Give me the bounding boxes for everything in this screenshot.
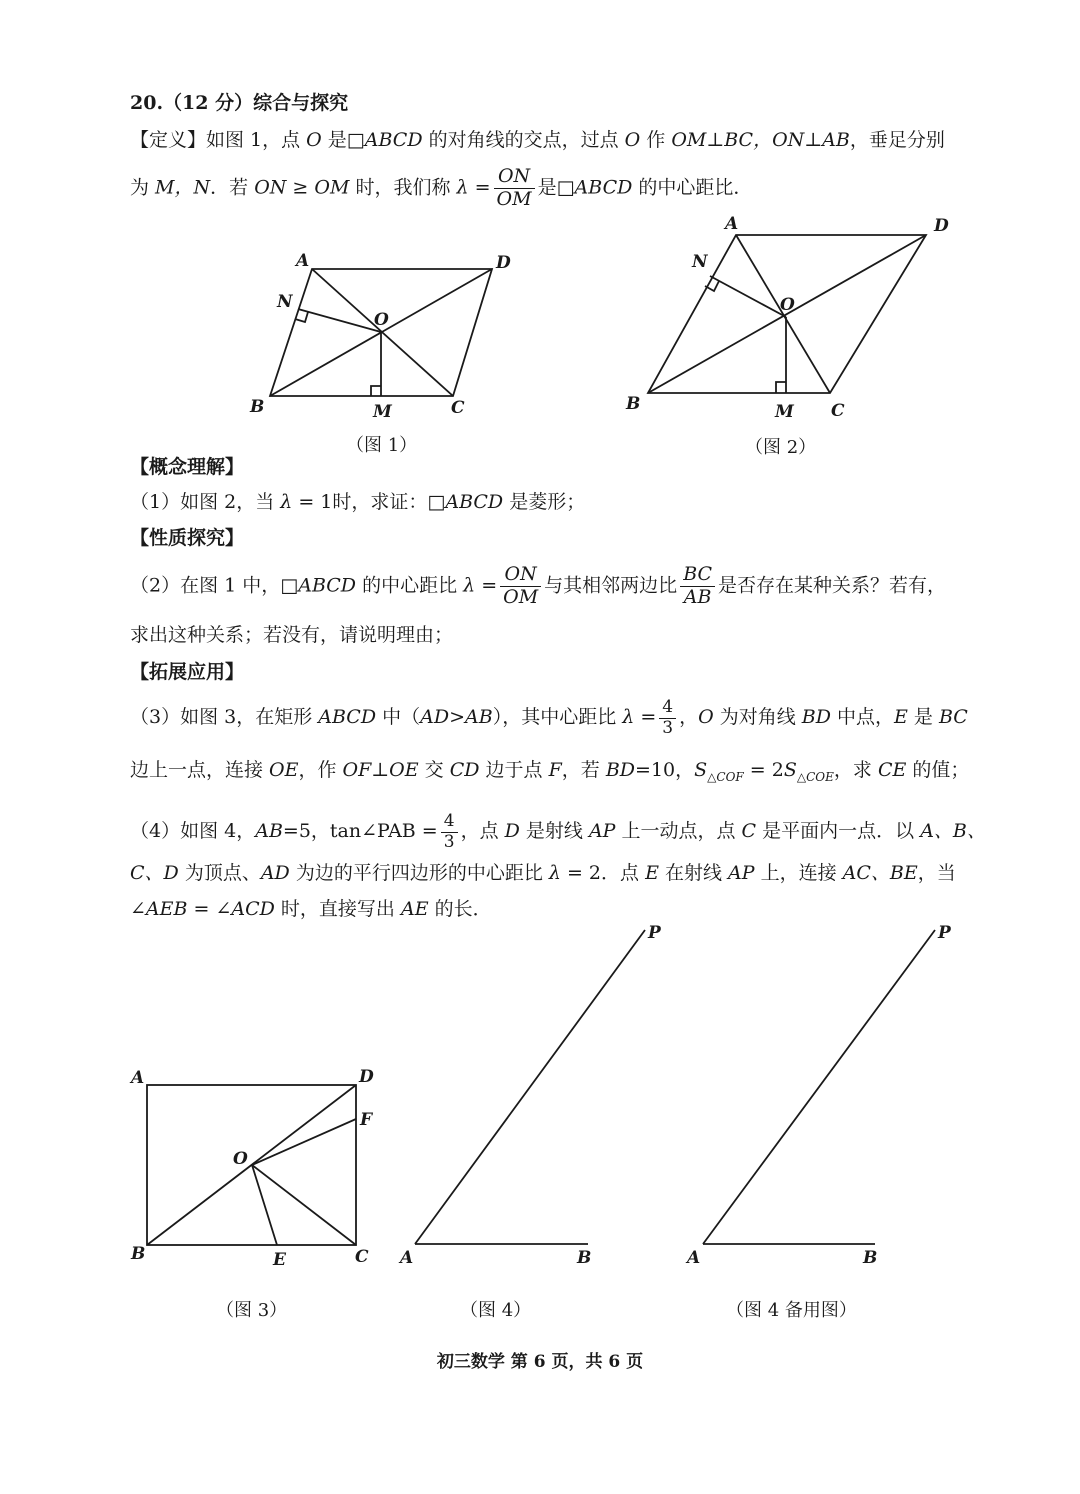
question-1: （1）如图 2，当 λ = 1时，求证：□ABCD 是菱形；	[130, 491, 586, 513]
q3-lambda-fraction: $\frac{4}{3}$	[659, 698, 676, 738]
question-3-line-1: （3）如图 3，在矩形 ABCD 中（AD>AB），其中心距比 λ = $\frac{4}{3}$ ，O 为对角线 BD 中点，E 是 BC	[130, 697, 968, 738]
fig3-oe	[252, 1165, 277, 1245]
q2-side-ratio-fraction: $\frac{BC}{AB}$	[680, 564, 715, 609]
fig4-ray-ap	[415, 930, 645, 1244]
fig1-caption: （图 1）	[346, 435, 418, 456]
fig2-label-d: D	[934, 216, 949, 236]
question-2-line-2: 求出这种关系；若没有，请说明理由；	[130, 624, 454, 646]
section-property: 【性质探究】	[130, 527, 245, 549]
fig2-label-a: A	[725, 214, 739, 234]
figure-1	[240, 240, 530, 430]
fig1-label-o: O	[374, 310, 389, 330]
fig3-caption: （图 3）	[216, 1300, 288, 1321]
fig2-label-n: N	[692, 252, 708, 272]
fig3-label-o: O	[233, 1149, 248, 1169]
fig4b-ray-ap	[703, 930, 935, 1244]
figure-4-backup	[685, 918, 975, 1273]
fig4b-label-b: B	[863, 1248, 878, 1268]
fig2-label-c: C	[831, 401, 845, 421]
fig2-label-b: B	[626, 394, 641, 414]
q4-tan-fraction: $\frac{4}{3}$	[441, 812, 458, 852]
fig4-label-b: B	[577, 1248, 592, 1268]
fig2-on	[710, 276, 786, 317]
question-3-line-2: 边上一点，连接 OE，作 OF⊥OE 交 CD 边于点 F，若 BD=10，$S_{\triangle COF} = 2S_{\triangle COE}$，求 CE 的值；	[130, 759, 970, 784]
fig1-label-d: D	[496, 253, 511, 273]
page-footer: 初三数学 第 6 页，共 6 页	[436, 1352, 644, 1372]
fig2-label-m: M	[775, 402, 794, 422]
fig3-oc	[252, 1165, 356, 1245]
section-concept: 【概念理解】	[130, 456, 245, 478]
fig2-caption: （图 2）	[745, 437, 817, 458]
fig2-right-angle-m	[776, 382, 786, 393]
question-2-line-1: （2）在图 1 中，□ABCD 的中心距比 λ = $\frac{ON}{OM}$ 与其相邻两边比 $\frac{BC}{AB}$ 是否存在某种关系？若有，	[130, 563, 947, 608]
fig1-label-c: C	[451, 398, 465, 418]
question-4-line-3: ∠AEB = ∠ACD 时，直接写出 AE 的长．	[130, 898, 492, 920]
fig4-label-a: A	[400, 1248, 414, 1268]
section-application: 【拓展应用】	[130, 661, 245, 683]
problem-title: 20.（12 分）综合与探究	[130, 92, 349, 114]
fig4b-label-a: A	[687, 1248, 701, 1268]
fig3-label-e: E	[273, 1250, 286, 1270]
fig3-label-d: D	[359, 1067, 374, 1087]
fig1-label-b: B	[250, 397, 265, 417]
figure-3	[125, 1060, 395, 1280]
fig3-label-a: A	[131, 1068, 145, 1088]
fig1-label-a: A	[296, 251, 310, 271]
fig4-caption: （图 4）	[460, 1300, 532, 1321]
fig3-label-b: B	[131, 1244, 146, 1264]
fig2-label-o: O	[780, 295, 795, 315]
fig4-label-p: P	[648, 923, 661, 943]
definition-line-2: 为 M，N．若 ON ≥ OM 时，我们称 λ = $\frac{ON}{OM}$ 是□ABCD 的中心距比．	[130, 165, 753, 210]
definition-line-1: 【定义】如图 1，点 O 是□ABCD 的对角线的交点，过点 O 作 OM⊥BC，ON⊥AB，垂足分别	[130, 129, 945, 151]
figure-4	[395, 918, 685, 1273]
figure-2	[620, 205, 960, 420]
fig1-right-angle-m	[371, 386, 381, 396]
q2-lambda-fraction: $\frac{ON}{OM}$	[500, 564, 541, 609]
fig3-label-f: F	[360, 1110, 373, 1130]
question-4-line-1: （4）如图 4，AB=5，tan∠PAB = $\frac{4}{3}$ ，点 D 是射线 AP 上一动点，点 C 是平面内一点．以 A、B、	[130, 811, 986, 852]
fig4b-caption: （图 4 备用图）	[726, 1300, 857, 1321]
fig4b-label-p: P	[938, 923, 951, 943]
fig1-label-m: M	[373, 402, 392, 422]
fig1-label-n: N	[277, 292, 293, 312]
lambda-fraction: $\frac{ON}{OM}$	[494, 166, 535, 211]
question-4-line-2: C、D 为顶点、AD 为边的平行四边形的中心距比 λ = 2．点 E 在射线 AP 上，连接 AC、BE，当	[130, 862, 956, 884]
fig3-label-c: C	[355, 1247, 369, 1267]
